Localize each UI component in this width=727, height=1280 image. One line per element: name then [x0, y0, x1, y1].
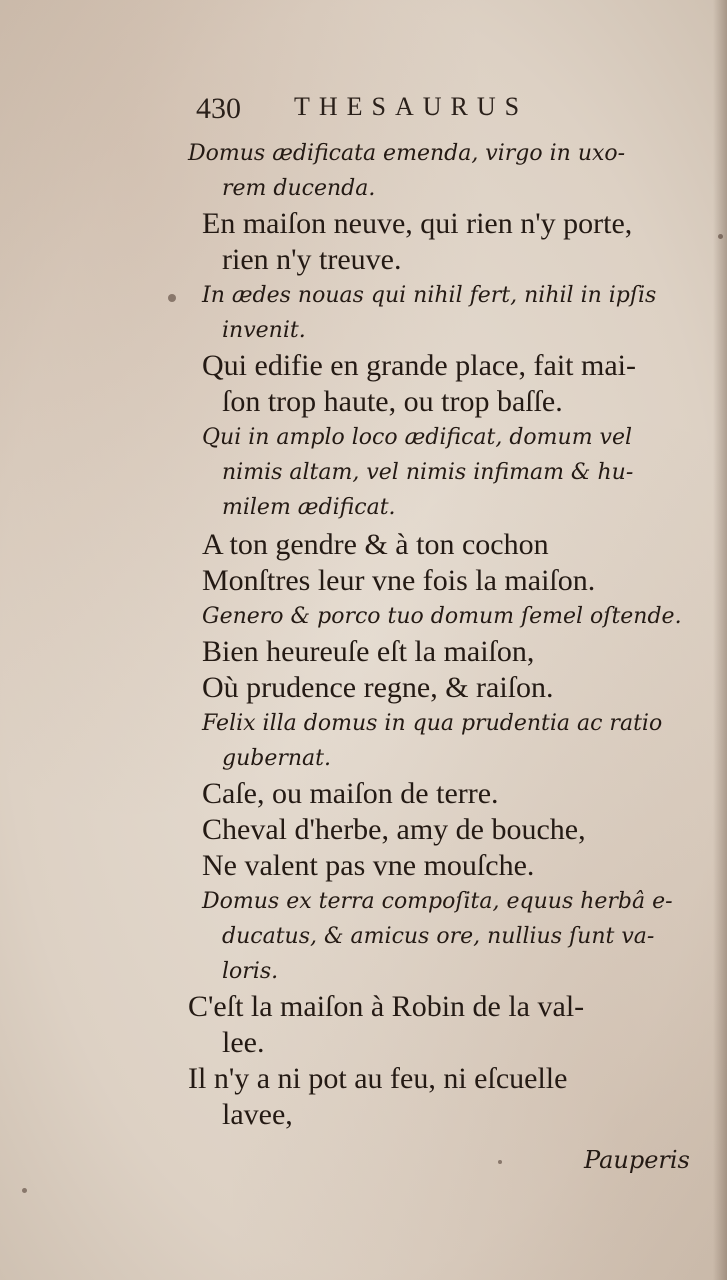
page-gutter-shadow — [713, 0, 727, 1280]
ink-speck — [718, 234, 723, 239]
ink-speck — [22, 1188, 27, 1193]
text-line: Genero & porco tuo domum ſemel oſtende. — [202, 604, 682, 629]
ink-speck — [168, 294, 176, 302]
text-line: rien n'y treuve. — [222, 243, 402, 276]
text-line: gubernat. — [222, 746, 331, 771]
text-line: Qui in amplo loco ædificat, domum vel — [202, 425, 633, 450]
ink-speck — [498, 1160, 502, 1164]
text-line: Caſe, ou maiſon de terre. — [202, 777, 499, 810]
catchword: Pauperis — [584, 1146, 690, 1174]
text-line: Felix illa domus in qua prudentia ac ratio — [202, 711, 663, 736]
text-line: A ton gendre & à ton cochon — [202, 528, 549, 561]
text-line: invenit. — [222, 318, 306, 343]
text-line: Où prudence regne, & raiſon. — [202, 671, 554, 704]
text-line: rem ducenda. — [222, 176, 376, 201]
text-line: Qui edifie en grande place, fait mai- — [202, 349, 636, 382]
text-line: ſon trop haute, ou trop baſſe. — [222, 385, 563, 418]
page-header — [196, 92, 636, 132]
text-line: Domus ex terra compoſita, equus herbâ e- — [202, 889, 673, 914]
text-line: Cheval d'herbe, amy de bouche, — [202, 813, 586, 846]
text-line: lavee, — [222, 1098, 293, 1131]
running-title: THESAURUS — [294, 92, 529, 121]
text-line: Ne valent pas vne mouſche. — [202, 849, 535, 882]
text-line: In ædes nouas qui nihil fert, nihil in ipſis — [202, 283, 657, 308]
page-number: 430 — [196, 92, 241, 125]
text-line: ducatus, & amicus ore, nullius ſunt va- — [222, 924, 655, 949]
text-line: nimis altam, vel nimis infimam & hu- — [222, 460, 634, 485]
text-line: Monſtres leur vne fois la maiſon. — [202, 564, 596, 597]
text-line: lee. — [222, 1026, 265, 1059]
text-line: Domus ædificata emenda, virgo in uxo- — [188, 141, 626, 166]
text-line: C'eſt la maiſon à Robin de la val- — [188, 990, 585, 1023]
text-line: Bien heureuſe eſt la maiſon, — [202, 635, 535, 668]
text-line: loris. — [222, 959, 279, 984]
page-text — [188, 136, 708, 1133]
text-line: milem ædificat. — [222, 495, 396, 520]
text-line: Il n'y a ni pot au feu, ni eſcuelle — [188, 1062, 568, 1095]
text-line: En maiſon neuve, qui rien n'y porte, — [202, 207, 633, 240]
